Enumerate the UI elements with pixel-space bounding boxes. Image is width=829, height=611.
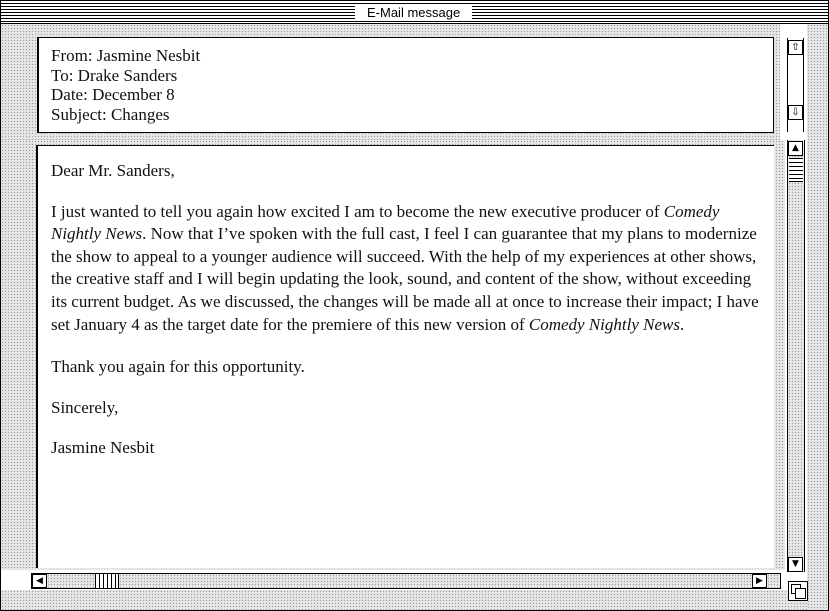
from-line: From: Jasmine Nesbit <box>51 46 201 65</box>
horizontal-scroll-thumb[interactable] <box>95 574 119 588</box>
scroll-thumb[interactable] <box>789 158 803 182</box>
to-line: To: Drake Sanders <box>51 65 178 85</box>
message-header <box>51 46 200 124</box>
bottom-border <box>1 590 807 610</box>
resize-icon[interactable] <box>788 581 808 601</box>
body-paragraph: I just wanted to tell you again how excited I am to become the new executive producer of Comedy Nightly News. Now that I’ve spoken with the full cast, I feel I can guarantee that my plans to modernize the show to appeal to a younger audience will succeed. With the help of my experiences at other shows, the creative staff and I will begin updating the look, sound, and content of the show, without exceeding its current budget. As we discussed, the changes will be made all at once to increase their impact; I have set January 4 as the target date for the premiere of this new version of Comedy Nightly News. <box>51 201 759 334</box>
window-title: E-Mail message <box>355 5 472 20</box>
right-arrow-icon[interactable]: ▶ <box>752 574 767 588</box>
date-line: Date: December 8 <box>51 85 175 104</box>
horizontal-scrollbar[interactable] <box>31 573 781 589</box>
down-arrow-icon[interactable]: ⇩ <box>788 105 803 120</box>
title-bar[interactable] <box>1 1 828 24</box>
up-arrow-icon[interactable]: ⇧ <box>788 40 803 55</box>
greeting: Dear Mr. Sanders, <box>51 161 175 180</box>
down-arrow-icon[interactable]: ▼ <box>788 557 803 572</box>
signature-line: Jasmine Nesbit <box>51 438 155 458</box>
thanks-line: Thank you again for this opportunity. <box>51 357 305 377</box>
left-arrow-icon[interactable]: ◀ <box>32 574 47 588</box>
up-arrow-icon[interactable]: ▲ <box>788 141 803 156</box>
right-border <box>807 24 828 610</box>
message-body <box>51 160 771 478</box>
subject-line: Subject: Changes <box>51 104 170 124</box>
body-scrollbar[interactable] <box>787 140 805 572</box>
closing-line: Sincerely, <box>51 397 119 417</box>
